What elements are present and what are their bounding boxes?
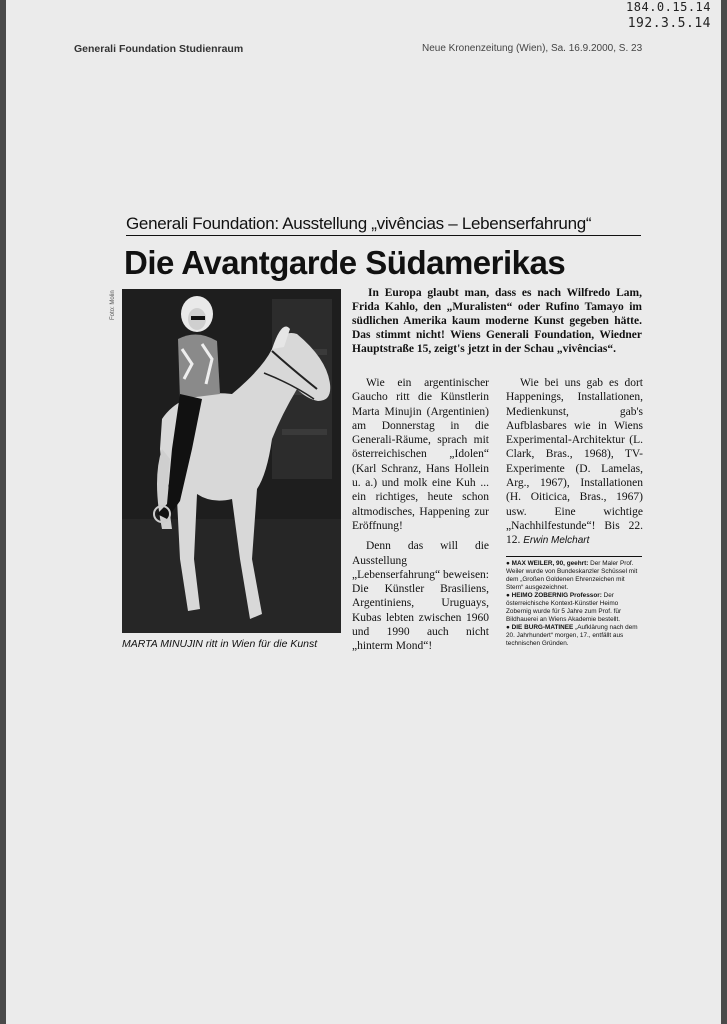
- caption-text: ritt in Wien für die Kunst: [202, 638, 318, 650]
- article-author: Erwin Melchart: [523, 535, 590, 547]
- bullet-icon: ●: [506, 624, 510, 631]
- horse-rider-photo: [122, 289, 341, 633]
- caption-name: MARTA MINUJIN: [122, 638, 203, 650]
- column-1-paragraph-2: Denn das will die Ausstellung „Lebenserfahrung“ beweisen: Die Künstler Brasiliens, Argentiniens, Uruguays, Kubas lebten zwischen 1960 und 1990 auch nicht „hinterm Mond“!: [352, 540, 489, 653]
- bullet-icon: ●: [506, 592, 510, 599]
- article-column-1: [352, 376, 489, 660]
- brief-heading: HEIMO ZOBERNIG Professor:: [511, 592, 602, 599]
- brief-heading: MAX WEILER, 90, geehrt:: [511, 560, 589, 567]
- brief-text: „Aufklärung nach dem 20. Jahrhundert“ morgen, 17., entfällt aus technischen Gründen.: [506, 624, 638, 647]
- column-2-text: Wie bei uns gab es dort Happenings, Installationen, Medienkunst, gab's Aufblasbares wie in Wiens Experimental-Architektur (L. Clark, Bras., 1968), TV-Experimente (D. Lamelas, Arg., 1967), Installationen (H. Oiticica, Bras., 1967) usw. Eine wichtige „Nachhilfestunde“! Bis 22. 12.: [506, 377, 643, 547]
- handwritten-signature-2: 192.3.5.14: [627, 16, 711, 31]
- brief-item: [506, 592, 642, 624]
- photo-caption: [122, 638, 362, 650]
- article-kicker: Generali Foundation: Ausstellung „vivências – Lebenserfahrung“: [126, 214, 641, 236]
- brief-text: Der Maler Prof. Weiler wurde von Bundeskanzler Schüssel mit dem „Großen Goldenen Ehrenzeichen mit Stern“ ausgezeichnet.: [506, 560, 638, 591]
- article-lead: In Europa glaubt man, dass es nach Wilfredo Lam, Frida Kahlo, den „Muralisten“ oder Rufino Tamayo im südlichen Amerika kaum moderne Kunst gegeben hätte. Das stimmt nicht! Wiens Generali Foundation, Wiedner Hauptstraße 15, zeigt's jetzt in der Schau „vivências“.: [352, 287, 642, 355]
- article-photo: [122, 289, 341, 633]
- article-column-2: [506, 376, 643, 555]
- source-citation: Neue Kronenzeitung (Wien), Sa. 16.9.2000, S. 23: [422, 43, 643, 54]
- handwritten-signature-1: 184.0.15.14: [626, 0, 711, 14]
- column-2-paragraph-1: [506, 376, 643, 549]
- archive-label: Generali Foundation Studienraum: [74, 43, 244, 55]
- news-briefs: [506, 556, 642, 648]
- newspaper-clipping-page: [6, 0, 721, 1024]
- column-1-paragraph-1: Wie ein argentinischer Gaucho ritt die Künstlerin Marta Minujin (Argentinien) am Donnerstag in die Generali-Räume, sprach mit österreichischen „Idolen“ (Karl Schranz, Hans Hollein u. a.) und molk eine Kuh ... ein richtiges, heute schon altmodisches, Happening zur Eröffnung!: [352, 377, 489, 532]
- brief-heading: DIE BURG-MATINEE: [511, 624, 574, 631]
- article-headline: Die Avantgarde Südamerikas: [124, 244, 566, 281]
- photo-credit: Foto: Molin: [110, 290, 116, 320]
- brief-item: [506, 624, 642, 648]
- brief-item: [506, 560, 642, 592]
- brief-text: Der österreichische Kontext-Künstler Heimo Zobernig wurde für 5 Jahre zum Prof. für Bildhauerei an Wiens Akademie bestellt.: [506, 592, 622, 623]
- bullet-icon: ●: [506, 560, 510, 567]
